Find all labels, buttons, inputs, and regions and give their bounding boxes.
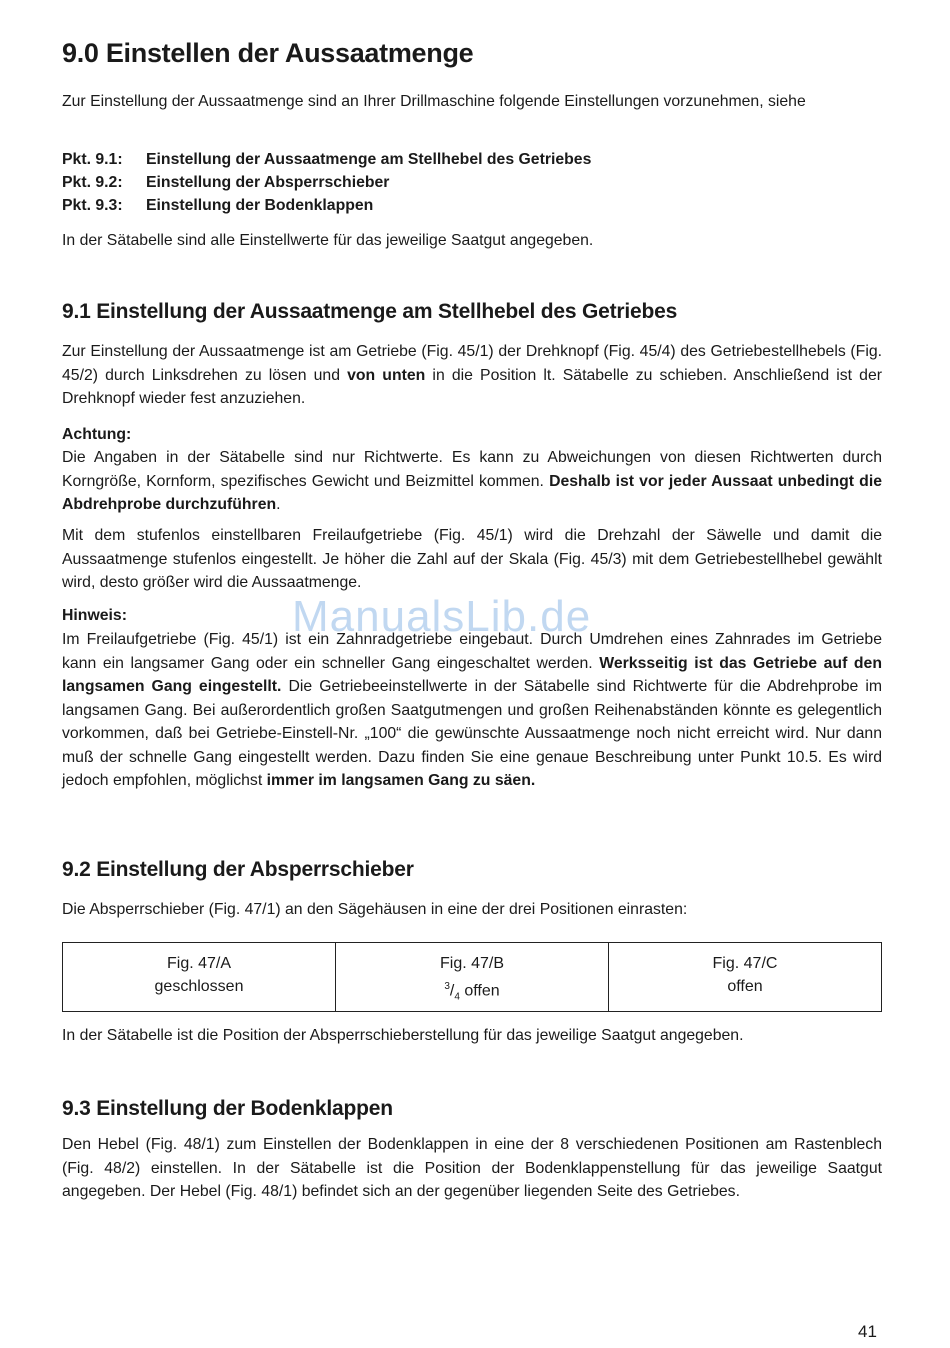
table-cell xyxy=(63,943,336,1012)
section-9-2-note: In der Sätabelle ist die Position der Absperrschieberstellung für das jeweilige Saatgut angegeben. xyxy=(62,1027,744,1044)
text-run: Die Getriebeeinstellwerte in der Sätabelle sind Richtwerte für die Abdrehprobe im langsamen Gang. Bei außerordentlich großen Saatgutmengen und großen Reihenabständen könnte es gelegentlich vorkommen, daß bei Getriebe-Einstell-Nr. „100“ die gewünschte Aussaatmenge noch nicht erreicht wird. Nur dann muß der schnelle Gang eingestellt werden. Dazu finden Sie eine genaue Beschreibung unter Punkt 10.5. Es wird jedoch empfohlen, möglichst xyxy=(62,678,882,789)
cell-label-fraction: $^3/_4$ offen xyxy=(444,981,500,1003)
section-9-2-intro: Die Absperrschieber (Fig. 47/1) an den Sägehäusen in eine der drei Positionen einrasten: xyxy=(62,901,688,918)
cell-fig: Fig. 47/B xyxy=(439,955,505,972)
section-heading-9-2: 9.2 Einstellung der Absperrschieber xyxy=(62,858,414,881)
hinweis-paragraph xyxy=(62,628,882,793)
point-key: Pkt. 9.2: xyxy=(62,174,123,191)
text-run: . xyxy=(276,496,281,513)
table-note: In der Sätabelle sind alle Einstellwerte für das jeweilige Saatgut angegeben. xyxy=(62,232,594,249)
page-number: 41 xyxy=(858,1322,877,1341)
cell-fig: Fig. 47/C xyxy=(712,955,778,972)
point-item xyxy=(62,148,591,171)
page-title: 9.0 Einstellen der Aussaatmenge xyxy=(62,38,474,68)
hinweis-label: Hinweis: xyxy=(62,607,127,624)
section-9-3-paragraph: Den Hebel (Fig. 48/1) zum Einstellen der Bodenklappen in eine der 8 verschiedenen Positionen am Rastenblech (Fig. 48/2) einstellen. In der Sätabelle ist die Position der Bodenklappenstellung für das jeweilige Saatgut angegeben. Der Hebel (Fig. 48/1) befindet sich an der gegenüber liegenden Seite des Getriebes. xyxy=(62,1136,882,1200)
text-run: Die Angaben in der Sätabelle sind nur Richtwerte. Es kann zu Abweichungen von diesen Richtwerten durch Korngröße, Kornform, spezifisches Gewicht und Beizmittel kommen. xyxy=(62,449,882,490)
cell-label: offen xyxy=(727,978,763,995)
position-table xyxy=(62,942,882,1012)
section-9-1-paragraph-2: Mit dem stufenlos einstellbaren Freilaufgetriebe (Fig. 45/1) wird die Drehzahl der Säwelle und damit die Aussaatmenge stufenlos eingestellt. Je höher die Zahl auf der Skala (Fig. 45/3) mit dem Getriebestellhebel gewählt wird, desto größer wird die Aussaatmenge. xyxy=(62,527,882,591)
emphasis-text: immer im langsamen Gang zu säen. xyxy=(266,772,536,789)
section-heading-9-3: 9.3 Einstellung der Bodenklappen xyxy=(62,1097,393,1120)
section-9-1-paragraph xyxy=(62,340,882,411)
point-text: Einstellung der Absperrschieber xyxy=(146,174,390,191)
achtung-paragraph xyxy=(62,446,882,517)
text-run: Im Freilaufgetriebe (Fig. 45/1) ist ein Zahnradgetriebe eingebaut. Durch Umdrehen eines Zahnrades im Getriebe kann ein langsamer Gang oder ein schneller Gang eingeschaltet werden. xyxy=(62,631,882,672)
fraction-numerator: 3 xyxy=(444,981,450,992)
point-item xyxy=(62,171,389,194)
point-text: Einstellung der Bodenklappen xyxy=(146,197,374,214)
point-text: Einstellung der Aussaatmenge am Stellhebel des Getriebes xyxy=(146,151,592,168)
watermark: ManualsLib.de xyxy=(292,592,592,641)
achtung-label: Achtung: xyxy=(62,426,132,443)
fraction-denominator: 4 xyxy=(454,991,460,1003)
emphasis-text: Werksseitig ist das Getriebe auf den langsamen Gang eingestellt. xyxy=(62,654,882,695)
point-key: Pkt. 9.1: xyxy=(62,151,123,168)
cell-fig: Fig. 47/A xyxy=(166,955,232,972)
table-row xyxy=(63,943,882,1012)
section-heading-9-1: 9.1 Einstellung der Aussaatmenge am Stellhebel des Getriebes xyxy=(62,300,678,323)
cell-label: offen xyxy=(459,982,500,1000)
emphasis-text: von unten xyxy=(347,366,426,384)
table-cell xyxy=(336,943,609,1012)
table-cell xyxy=(609,943,882,1012)
intro-paragraph: Zur Einstellung der Aussaatmenge sind an Ihrer Drillmaschine folgende Einstellungen vorzunehmen, siehe xyxy=(62,93,806,110)
point-key: Pkt. 9.3: xyxy=(62,197,123,214)
text-run: in die Position lt. Sätabelle zu schieben. Anschließend ist der Drehknopf wieder fest anzuziehen. xyxy=(62,366,883,407)
emphasis-text: Deshalb ist vor jeder Aussaat unbedingt die Abdrehprobe durchzuführen xyxy=(62,472,882,513)
text-run: Zur Einstellung der Aussaatmenge ist am Getriebe (Fig. 45/1) der Drehknopf (Fig. 45/4) des Getriebestellhebels (Fig. 45/2) durch Linksdrehen zu lösen und xyxy=(62,343,882,384)
cell-label: geschlossen xyxy=(154,978,244,995)
point-item xyxy=(62,194,373,217)
